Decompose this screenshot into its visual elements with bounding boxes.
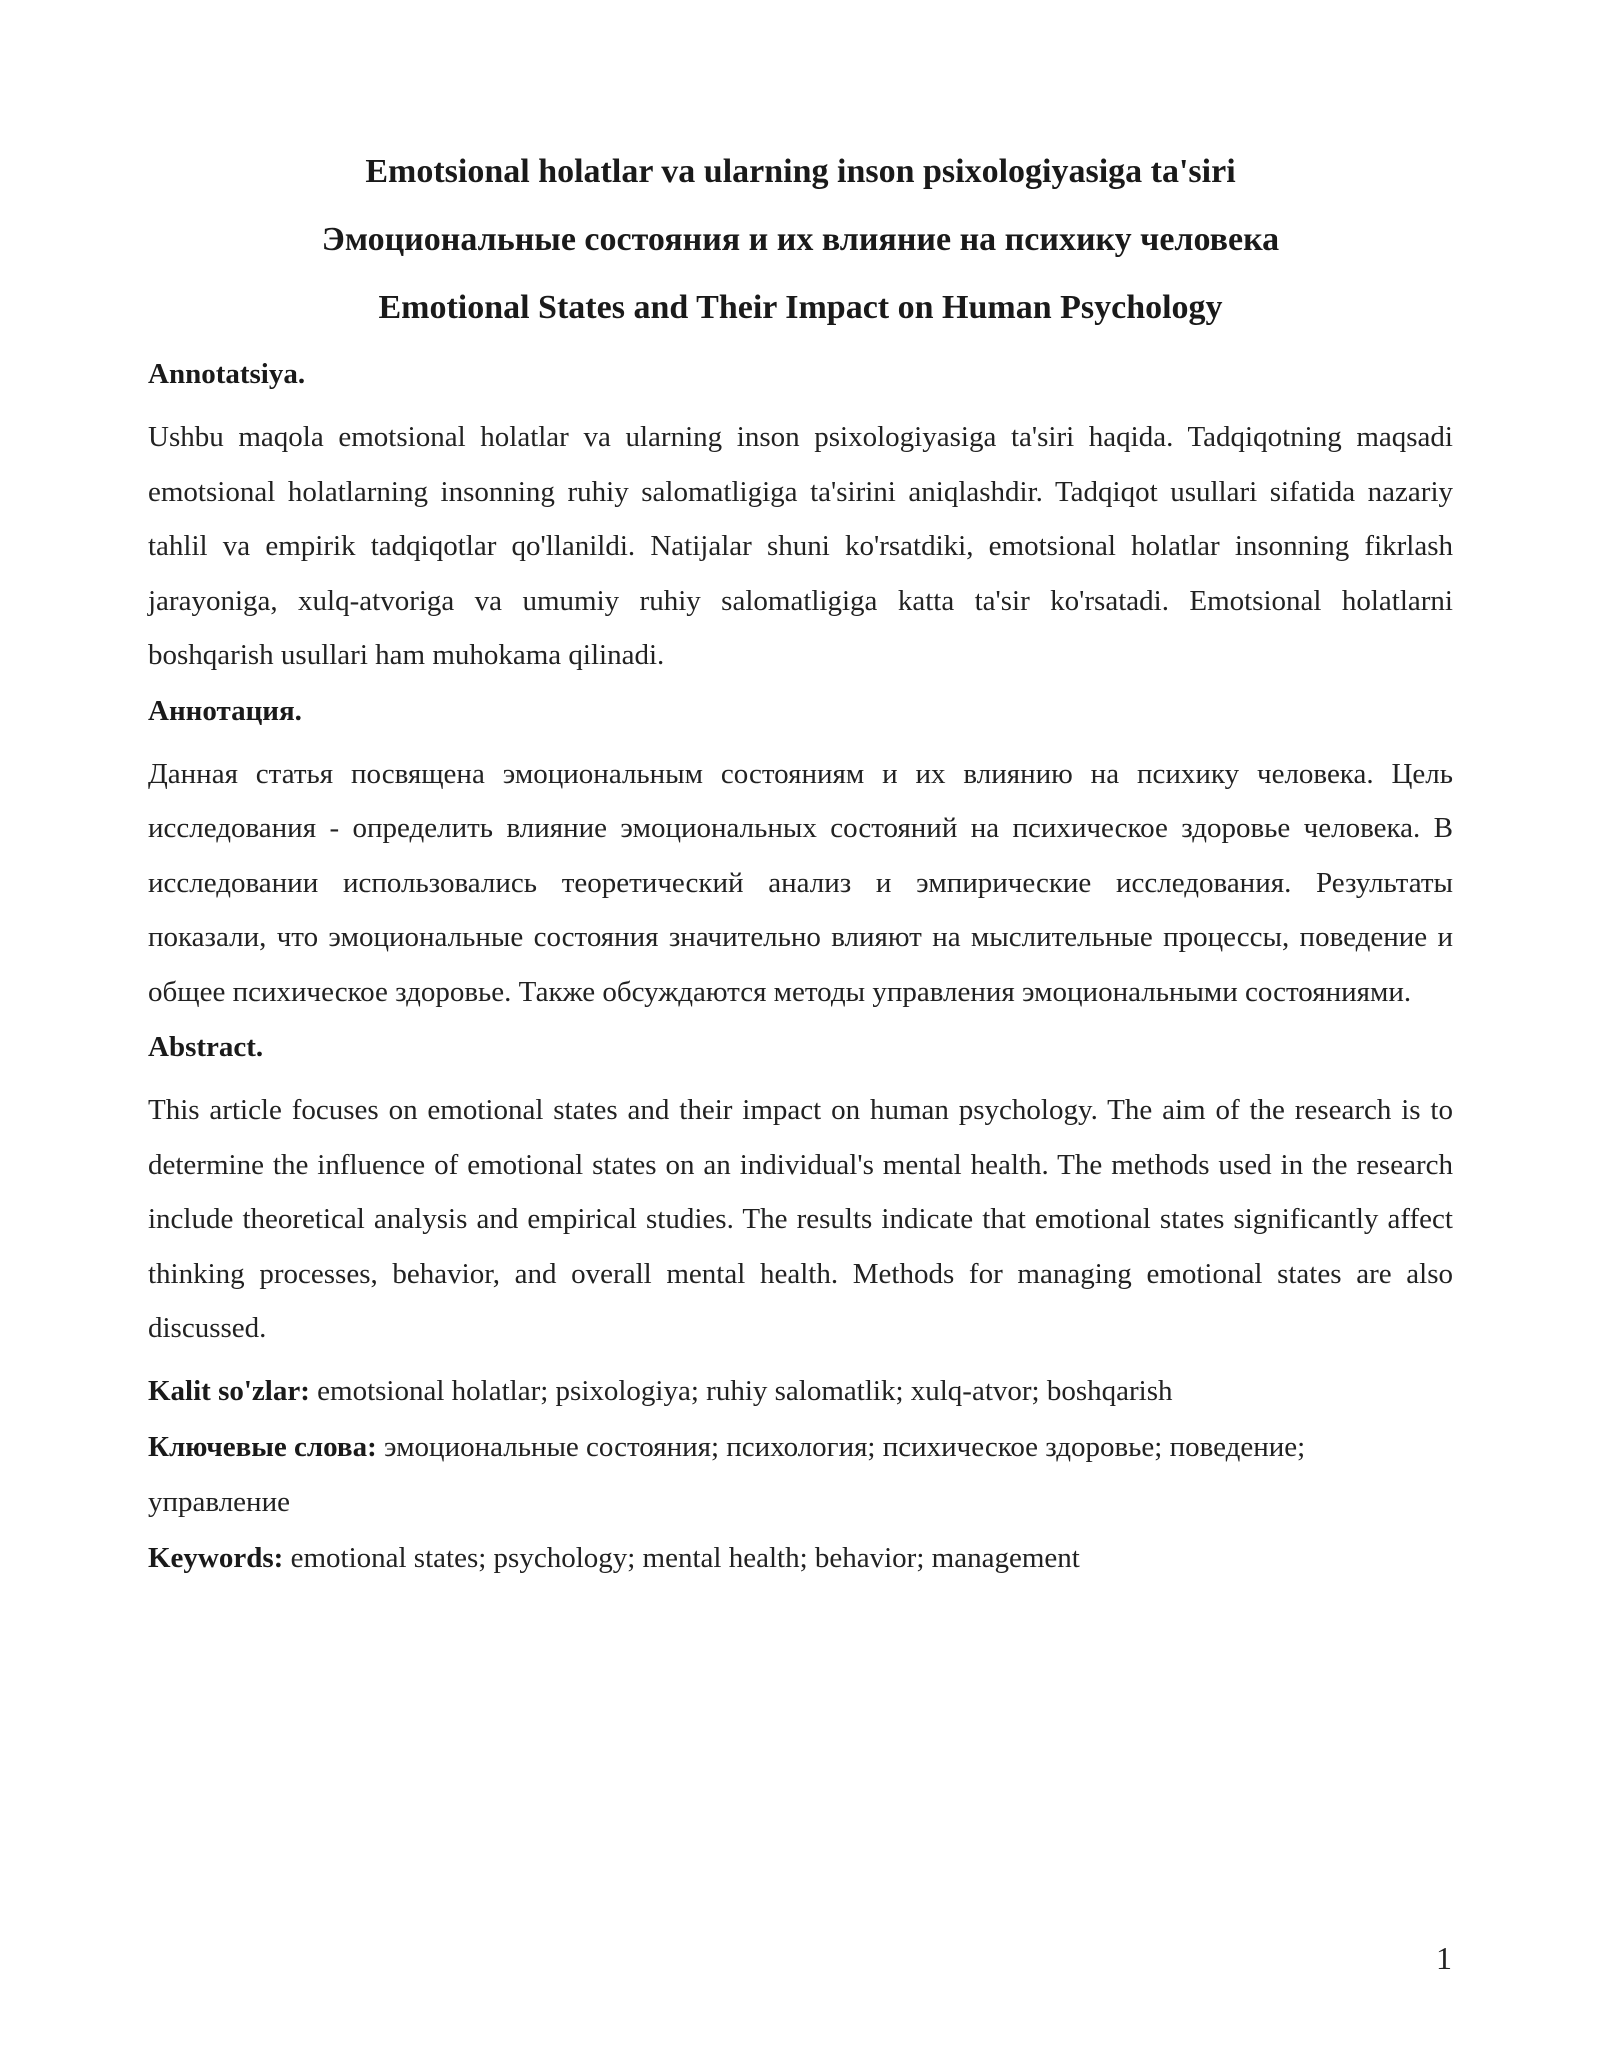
paper-page <box>148 0 1453 2070</box>
keywords-uzbek-text: emotsional holatlar; psixologiya; ruhiy salomatlik; xulq-atvor; boshqarish <box>309 1374 1173 1407</box>
abstract-uzbek-heading: Annotatsiya. <box>148 358 306 390</box>
paper-content <box>148 354 1453 1588</box>
abstract-russian-text: Данная статья посвящена эмоциональным состояниям и их влиянию на психику человека. Цель исследования - определить влияние эмоциональных состояний на психическое здоровье человека. В исследовании использовались теоретический анализ и эмпирические исследования. Результаты показали, что эмоциональные состояния значительно влияют на мыслительные процессы, поведение и общее психическое здоровье. Также обсуждаются методы управления эмоциональными состояниями. <box>148 757 1453 1008</box>
abstract-uzbek <box>148 354 1453 683</box>
keywords-russian <box>148 1420 1453 1529</box>
abstract-russian-heading: Аннотация. <box>148 694 302 727</box>
abstract-english <box>148 1027 1453 1356</box>
keywords-english <box>148 1531 1453 1586</box>
abstract-russian <box>148 691 1453 1020</box>
keywords-uzbek-label: Kalit so'zlar: <box>148 1374 310 1407</box>
abstract-english-heading: Abstract. <box>148 1031 264 1063</box>
abstract-english-text: This article focuses on emotional states and their impact on human psychology. The aim of the research is to determine the influence of emotional states on an individual's mental health. The methods used in the research include theoretical analysis and empirical studies. The results indicate that emotional states significantly affect thinking processes, behavior, and overall mental health. Methods for managing emotional states are also discussed. <box>148 1094 1453 1344</box>
title-english: Emotional States and Their Impact on Human Psychology <box>378 289 1223 326</box>
keywords-english-label: Keywords: <box>148 1542 284 1574</box>
page-number: 1 <box>1436 1940 1452 1976</box>
title-russian: Эмоциональные состояния и их влияние на психику человека <box>321 221 1280 258</box>
keywords-russian-text: эмоциональные состояния; психология; психическое здоровье; поведение; управление <box>148 1431 1306 1518</box>
title-uzbek: Emotsional holatlar va ularning inson psixologiyasiga ta'siri <box>365 153 1236 190</box>
keywords-russian-label: Ключевые слова: <box>148 1431 377 1463</box>
keywords-english-text: emotional states; psychology; mental health; behavior; management <box>283 1542 1080 1574</box>
abstract-uzbek-text: Ushbu maqola emotsional holatlar va ularning inson psixologiyasiga ta'siri haqida. Tadqiqotning maqsadi emotsional holatlarning insonning ruhiy salomatligiga ta'sirini aniqlashdir. Tadqiqot usullari sifatida nazariy tahlil va empirik tadqiqotlar qo'llanildi. Natijalar shuni ko'rsatdiki, emotsional holatlar insonning fikrlash jarayoniga, xulq-atvoriga va umumiy ruhiy salomatligiga katta ta'sir ko'rsatadi. Emotsional holatlarni boshqarish usullari ham muhokama qilinadi. <box>148 421 1453 671</box>
keywords-uzbek <box>148 1364 1453 1419</box>
